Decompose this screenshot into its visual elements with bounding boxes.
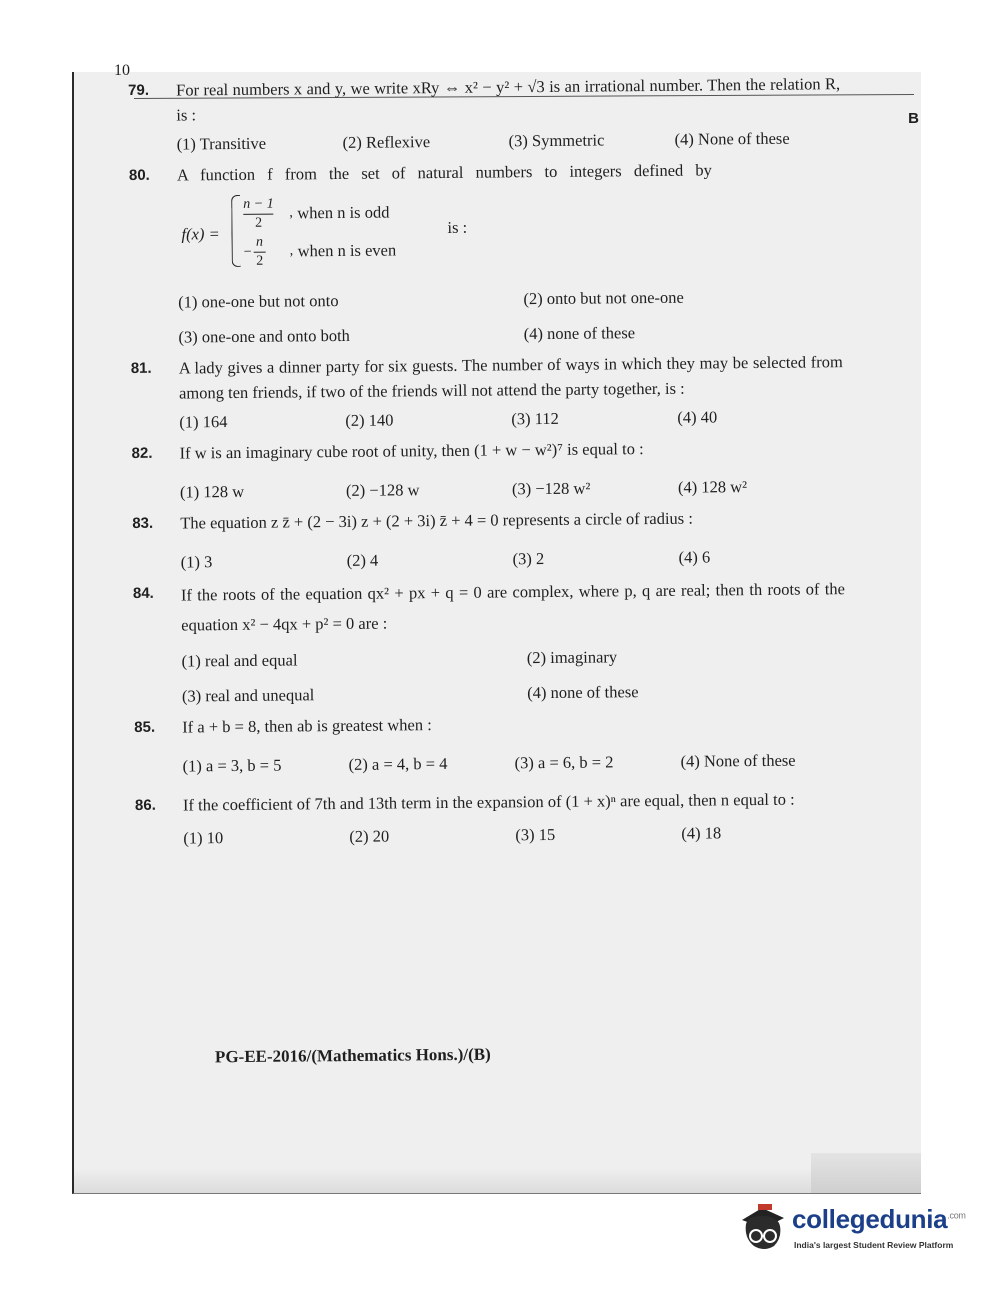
- options: [178, 283, 843, 349]
- case2-numerator: n: [255, 234, 264, 250]
- question-81: [131, 349, 844, 435]
- question-stem: The equation z z̄ + (2 − 3i) z + (2 + 3i) z̄ + 4 = 0 represents a circle of radius :: [180, 508, 693, 533]
- question-number: 80.: [128, 166, 150, 184]
- question-number: 84.: [132, 584, 154, 602]
- question-80: [129, 156, 843, 350]
- option-3: (3) real and unequal: [181, 685, 315, 706]
- option-3: (3) −128 w²: [511, 478, 591, 499]
- option-4: (4) none of these: [523, 323, 636, 344]
- options: [181, 642, 846, 708]
- option-2: (2) −128 w: [345, 480, 420, 500]
- case2-denominator: 2: [256, 253, 264, 269]
- option-2: (2) a = 4, b = 4: [348, 753, 448, 774]
- option-2: (2) imaginary: [526, 647, 618, 668]
- function-lhs: f(x) =: [181, 224, 220, 244]
- option-4: (4) 18: [681, 823, 722, 843]
- option-2: (2) 4: [346, 550, 379, 570]
- option-2: (2) 20: [349, 826, 390, 846]
- option-3: (3) 15: [515, 824, 556, 845]
- option-3: (3) one-one and onto both: [178, 325, 350, 347]
- question-85: [134, 708, 847, 779]
- option-1: (1) 128 w: [179, 481, 245, 502]
- options: [179, 403, 843, 434]
- question-number: 81.: [130, 359, 152, 377]
- option-1: (1) Transitive: [176, 133, 267, 154]
- comma: ,: [289, 205, 293, 221]
- case1-numerator: n − 1: [243, 196, 274, 212]
- options: [182, 747, 846, 778]
- paper-footer: PG-EE-2016/(Mathematics Hons.)/(B): [214, 1044, 491, 1067]
- piecewise-function: [177, 189, 842, 273]
- question-stem: If w is an imaginary cube root of unity, then (1 + w − w²)⁷ is equal to :: [179, 439, 644, 463]
- case2-fraction: [244, 235, 266, 270]
- option-4: (4) None of these: [680, 750, 796, 771]
- question-84: [133, 574, 846, 709]
- option-1: (1) 3: [180, 552, 213, 572]
- option-3: (3) Symmetric: [508, 130, 605, 151]
- scan-corner-shadow: [811, 1153, 921, 1193]
- question-number: 79.: [128, 81, 150, 99]
- option-4: (4) 128 w²: [677, 477, 748, 497]
- options: [183, 819, 847, 850]
- options: [177, 125, 841, 156]
- option-1: (1) a = 3, b = 5: [182, 755, 282, 776]
- option-1: (1) 10: [183, 828, 224, 848]
- question-number: 82.: [131, 444, 153, 462]
- watermark-logo: [738, 1198, 968, 1258]
- brand-text: collegedunia: [792, 1204, 948, 1234]
- option-4: (4) None of these: [674, 128, 790, 149]
- question-number: 86.: [134, 796, 156, 814]
- case1-condition: when n is odd: [297, 202, 390, 223]
- case2-frac-body: [253, 235, 265, 270]
- question-stem: A function f from the set of natural numbers to integers defined by: [176, 160, 712, 185]
- case1-denominator: 2: [255, 215, 263, 231]
- student-mascot-icon: [738, 1202, 788, 1254]
- option-4: (4) 6: [678, 547, 711, 567]
- brand-tld: .com: [947, 1210, 966, 1221]
- scan-shadow: [74, 1169, 854, 1193]
- options: [180, 473, 844, 504]
- option-2: (2) onto but not one-one: [523, 287, 684, 309]
- question-83: [132, 504, 845, 575]
- question-stem: For real numbers x and y, we write xRy ⇔ x² − y² + √3 is an irrational number. Then the relation R, is :: [176, 74, 841, 125]
- option-4: (4) 40: [677, 407, 718, 427]
- option-3: (3) 112: [511, 408, 559, 429]
- question-79: [128, 71, 841, 157]
- curly-brace: [231, 195, 241, 267]
- brand-name: [792, 1204, 966, 1235]
- question-stem: If the roots of the equation qx² + px + q = 0 are complex, where p, q are real; then th roots of the equation x² − 4qx + p² = 0 are :: [180, 579, 846, 635]
- options: [181, 543, 845, 574]
- function-tail: is :: [447, 217, 468, 237]
- question-list: [128, 71, 847, 857]
- case2-condition: when n is even: [297, 240, 397, 261]
- question-number: 83.: [132, 514, 154, 532]
- question-stem: If a + b = 8, then ab is greatest when :: [182, 715, 432, 737]
- option-2: (2) Reflexive: [342, 132, 431, 152]
- option-1: (1) real and equal: [181, 650, 298, 671]
- option-3: (3) a = 6, b = 2: [514, 752, 614, 773]
- option-1: (1) one-one but not onto: [178, 290, 339, 312]
- option-4: (4) none of these: [527, 682, 639, 703]
- set-code: B: [908, 110, 919, 127]
- option-3: (3) 2: [512, 549, 545, 569]
- question-stem: If the coefficient of 7th and 13th term in the expansion of (1 + x)ⁿ are equal, then n equal to :: [182, 789, 795, 815]
- comma: ,: [289, 243, 294, 259]
- question-82: [131, 434, 844, 505]
- option-1: (1) 164: [179, 412, 228, 432]
- question-stem: A lady gives a dinner party for six guests. The number of ways in which they may be selected from among ten friends, if two of the friends will not attend the party together, is :: [178, 352, 843, 403]
- option-2: (2) 140: [345, 410, 394, 430]
- fraction-bar: [243, 214, 273, 215]
- fraction-bar: [254, 252, 266, 253]
- brand-tagline: India's largest Student Review Platform: [794, 1240, 954, 1250]
- question-number: 85.: [134, 718, 156, 736]
- case1-fraction: [243, 197, 274, 232]
- case2-sign: −: [243, 244, 252, 260]
- page-number: 10: [114, 62, 130, 79]
- question-86: [135, 786, 848, 851]
